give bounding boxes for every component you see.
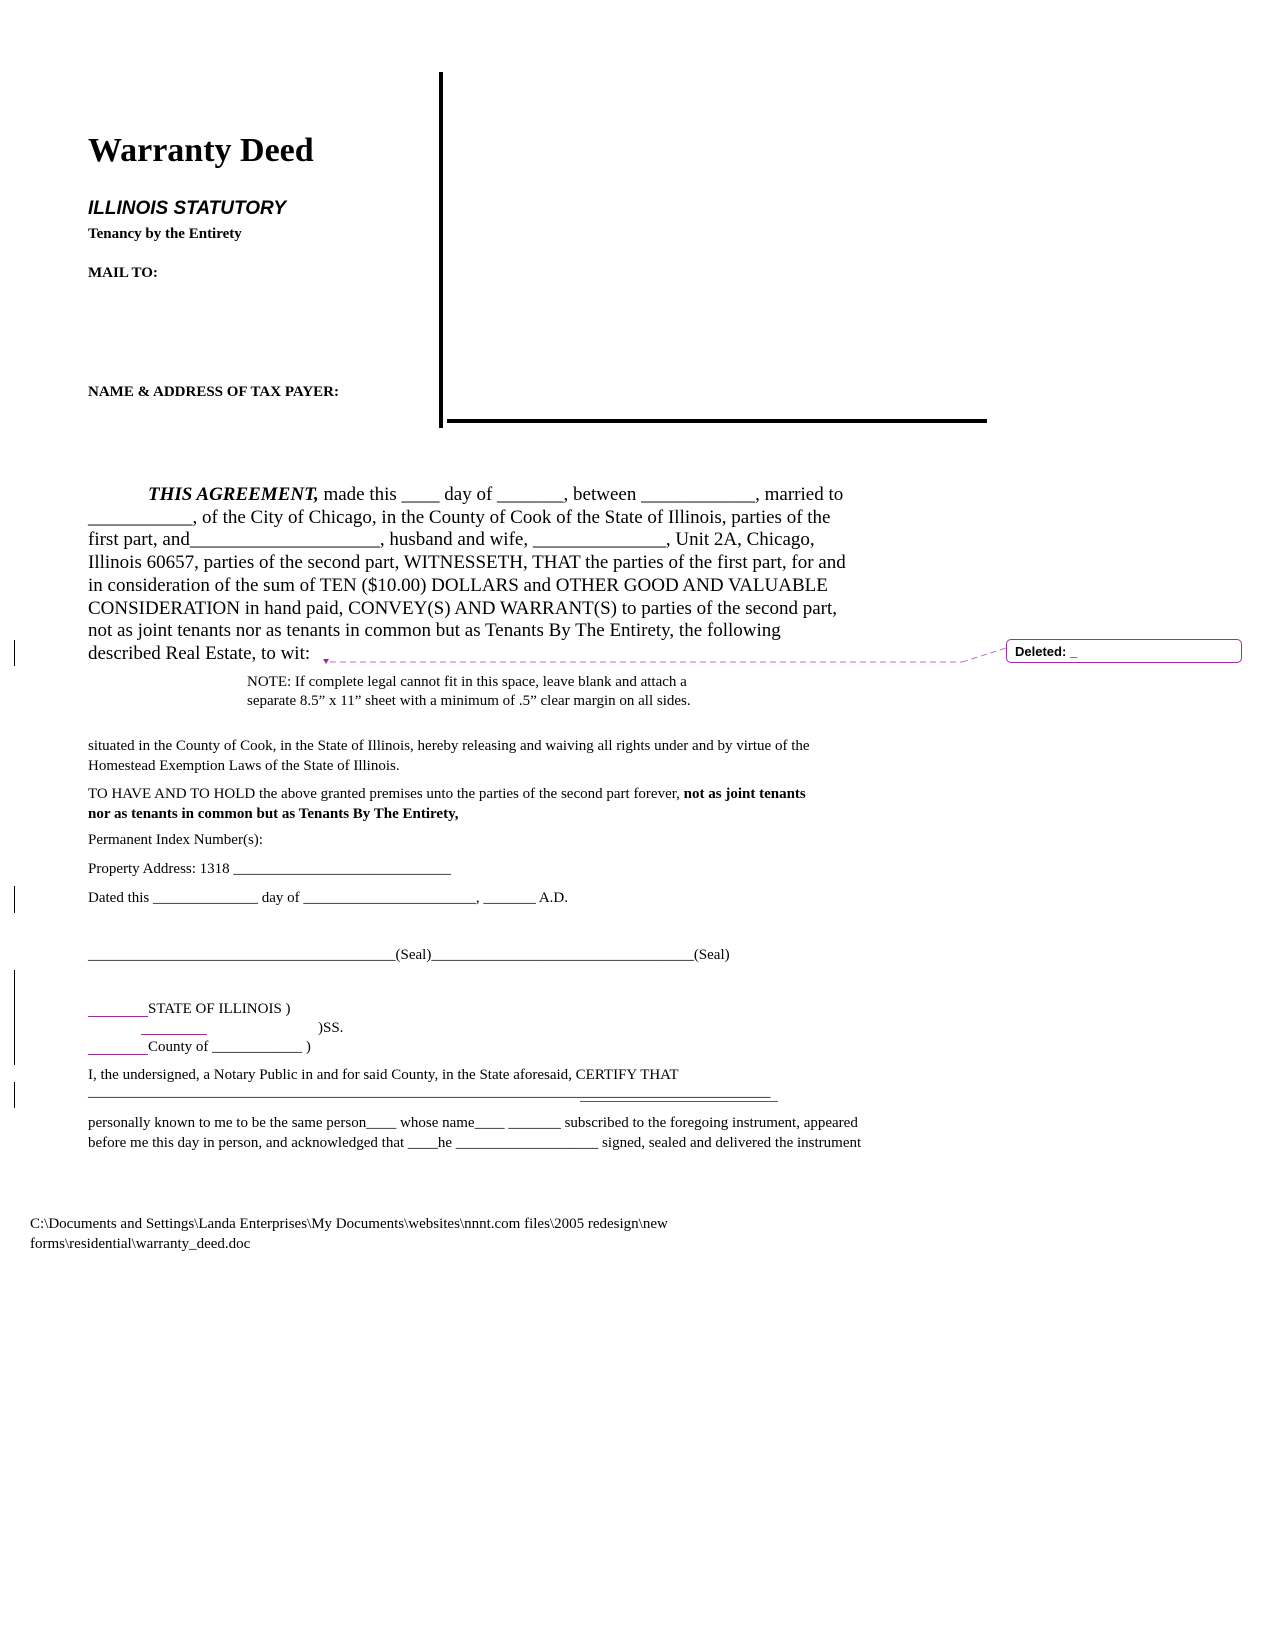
agreement-line-4: Illinois 60657, parties of the second part, WITNESSETH, THAT the parties of the first part, for and (88, 552, 846, 574)
habendum-bold-2: nor as tenants in common but as Tenants By The Entirety, (88, 805, 459, 822)
notary-known-line-2: before me this day in person, and acknowledged that ____he ___________________ signed, sealed and delivered the instrument (88, 1134, 862, 1151)
file-path-line-1: C:\Documents and Settings\Landa Enterprises\My Documents\websites\nnnt.com files\2005 redesign\new (30, 1216, 668, 1232)
habendum-text: TO HAVE AND TO HOLD the above granted premises unto the parties of the second part forever, (88, 786, 684, 802)
document-title: Warranty Deed (88, 132, 314, 169)
notary-blank-line: ___________________________________________________________________________________________ (88, 1084, 771, 1100)
tax-payer-label: NAME & ADDRESS OF TAX PAYER: (88, 384, 339, 400)
change-bar (14, 1082, 15, 1108)
notary-ss: )SS. (318, 1020, 344, 1036)
situated-line-1: situated in the County of Cook, in the State of Illinois, hereby releasing and waiving all rights under and by virtue of the (88, 738, 810, 754)
insertion-caret-icon (323, 659, 329, 664)
habendum-bold-1: not as joint tenants (683, 786, 806, 802)
notary-state: STATE OF ILLINOIS ) (148, 1001, 291, 1017)
agreement-line-1: made this ____ day of _______, between ____________, married to (318, 484, 844, 505)
agreement-line-2: ___________, of the City of Chicago, in the County of Cook of the State of Illinois, parties of the (88, 506, 831, 528)
habendum-paragraph (88, 785, 806, 824)
property-address-field: Property Address: 1318 _____________________________ (88, 861, 451, 877)
agreement-line-3: first part, and____________________, husband and wife, ______________, Unit 2A, Chicago, (88, 529, 815, 551)
notary-known-line-1: personally known to me to be the same person____ whose name____ _______ subscribed to the foregoing instrument, appeared (88, 1115, 858, 1131)
file-path-footer (30, 1215, 790, 1254)
situated-line-2: Homestead Exemption Laws of the State of Illinois. (88, 757, 400, 774)
agreement-line-7: not as joint tenants nor as tenants in common but as Tenants By The Entirety, the following (88, 620, 781, 642)
note-line-1: NOTE: If complete legal cannot fit in this space, leave blank and attach a (247, 674, 687, 690)
legal-description-note (247, 673, 691, 711)
agreement-lead: THIS AGREEMENT, (148, 484, 319, 505)
dated-field: Dated this ______________ day of _______________________, _______ A.D. (88, 890, 568, 906)
revision-underline-3 (88, 1037, 148, 1055)
deleted-comment-bubble[interactable]: Deleted: _ (1006, 639, 1242, 663)
tenancy-label: Tenancy by the Entirety (88, 226, 242, 242)
revision-leader (0, 0, 1275, 700)
note-line-2: separate 8.5” x 11” sheet with a minimum of .5” clear margin on all sides. (247, 693, 691, 709)
revision-underline-1 (88, 999, 148, 1017)
agreement-line-5: in consideration of the sum of TEN ($10.00) DOLLARS and OTHER GOOD AND VALUABLE (88, 574, 828, 596)
revision-underline-2 (141, 1018, 207, 1035)
notary-certify: I, the undersigned, a Notary Public in and for said County, in the State aforesaid, CERTIFY THAT (88, 1067, 679, 1083)
change-bar (14, 640, 15, 666)
notary-acknowledgment (88, 1114, 861, 1153)
change-bar (14, 970, 15, 1065)
pin-field: Permanent Index Number(s): (88, 832, 263, 848)
file-path-line-2: forms\residential\warranty_deed.doc (30, 1235, 251, 1252)
situated-paragraph (88, 737, 810, 776)
agreement-line-6: CONSIDERATION in hand paid, CONVEY(S) AND WARRANT(S) to parties of the second part, (88, 597, 838, 619)
mail-to-label: MAIL TO: (88, 265, 158, 281)
seal-signature-line: _________________________________________(Seal)___________________________________(Seal) (88, 947, 730, 963)
agreement-line-8: described Real Estate, to wit: (88, 642, 311, 664)
change-bar (14, 886, 15, 913)
revision-underline-4 (580, 1100, 778, 1102)
notary-county: County of ____________ ) (148, 1039, 311, 1055)
leader-dashed-slant (962, 648, 1006, 662)
document-subtitle: ILLINOIS STATUTORY (88, 198, 287, 219)
